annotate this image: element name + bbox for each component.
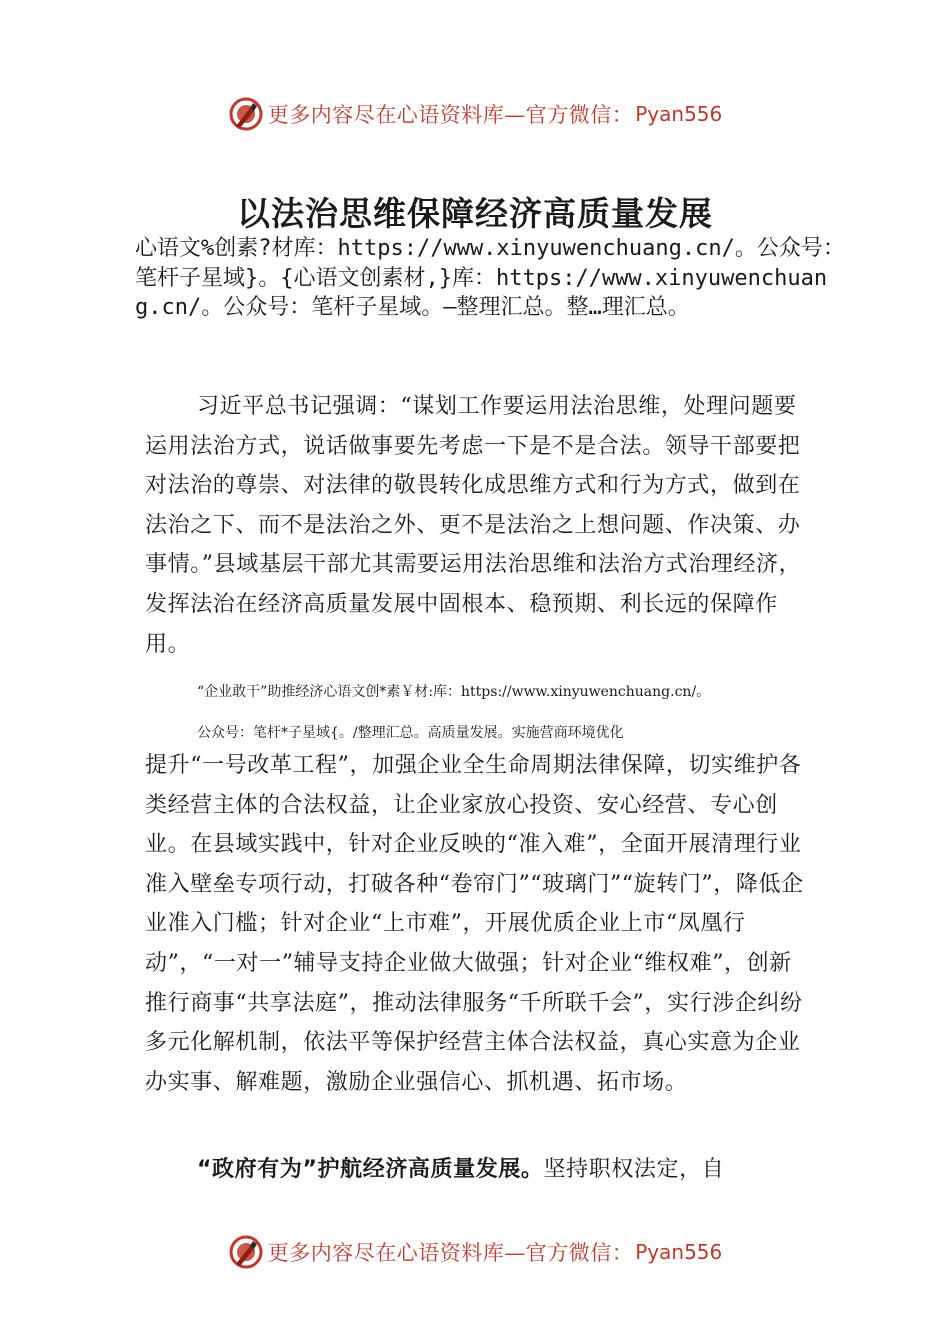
banner-wechat-id: Pyan556	[635, 1240, 723, 1264]
paragraph-3-heading: “政府有为”护航经济高质量发展。	[197, 1157, 544, 1182]
paragraph-3-text: 坚持职权法定，自	[543, 1157, 725, 1182]
pen-logo-icon	[228, 96, 264, 132]
paragraph-1: 习近平总书记强调：“谋划工作要运用法治思维，处理问题要运用法治方式，说话做事要先考虑一下是不是合法。领导干部要把对法治的尊崇、对法律的敬畏转化成思维方式和行为方式，做到在法治之下、而不是法治之外、更不是法治之上想问题、作决策、办事情。”县域基层干部尤其需要运用法治思维和法治方式治理经济，发挥法治在经济高质量发展中固根本、稳预期、利长远的保障作用。	[145, 394, 802, 657]
small-line-2: 公众号：笔杆*子星域{。/整理汇总。高质量发展。实施营商环境优化	[197, 725, 624, 741]
banner-text: 更多内容尽在心语资料库—官方微信：	[267, 103, 634, 127]
document-title: 以法治思维保障经济高质量发展	[237, 194, 713, 233]
pen-logo-icon	[228, 1234, 264, 1270]
header-banner	[0, 94, 950, 134]
banner-text: 更多内容尽在心语资料库—官方微信：	[267, 1241, 634, 1265]
small-line-1: “企业敢干”助推经济心语文创*素￥材:库：https://www.xinyuwenchuang.cn/。	[197, 684, 711, 700]
footer-banner	[0, 1232, 950, 1272]
paragraph-3	[145, 1150, 810, 1190]
intro-watermark-text: 心语文%创素?材库：https://www.xinyuwenchuang.cn/。公众号：笔杆子星域}。{心语文创素材,}库：https://www.xinyuwenchuang.cn/。公众号：笔杆子星域。—整理汇总。整…理汇总。	[135, 236, 845, 320]
paragraph-2: 提升“一号改革工程”，加强企业全生命周期法律保障，切实维护各类经营主体的合法权益，让企业家放心投资、安心经营、专心创业。在县域实践中，针对企业反映的“准入难”，全面开展清理行业准入壁垒专项行动，打破各种“卷帘门”“玻璃门”“旋转门”，降低企业准入门槛；针对企业“上市难”，开展优质企业上市“凤凰行动”，“一对一”辅导支持企业做大做强；针对企业“维权难”，创新推行商事“共享法庭”，推动法律服务“千所联千会”，实行涉企纠纷多元化解机制，依法平等保护经营主体合法权益，真心实意为企业办实事、解难题，激励企业强信心、抓机遇、拓市场。	[145, 753, 804, 1095]
banner-wechat-id: Pyan556	[635, 102, 723, 126]
